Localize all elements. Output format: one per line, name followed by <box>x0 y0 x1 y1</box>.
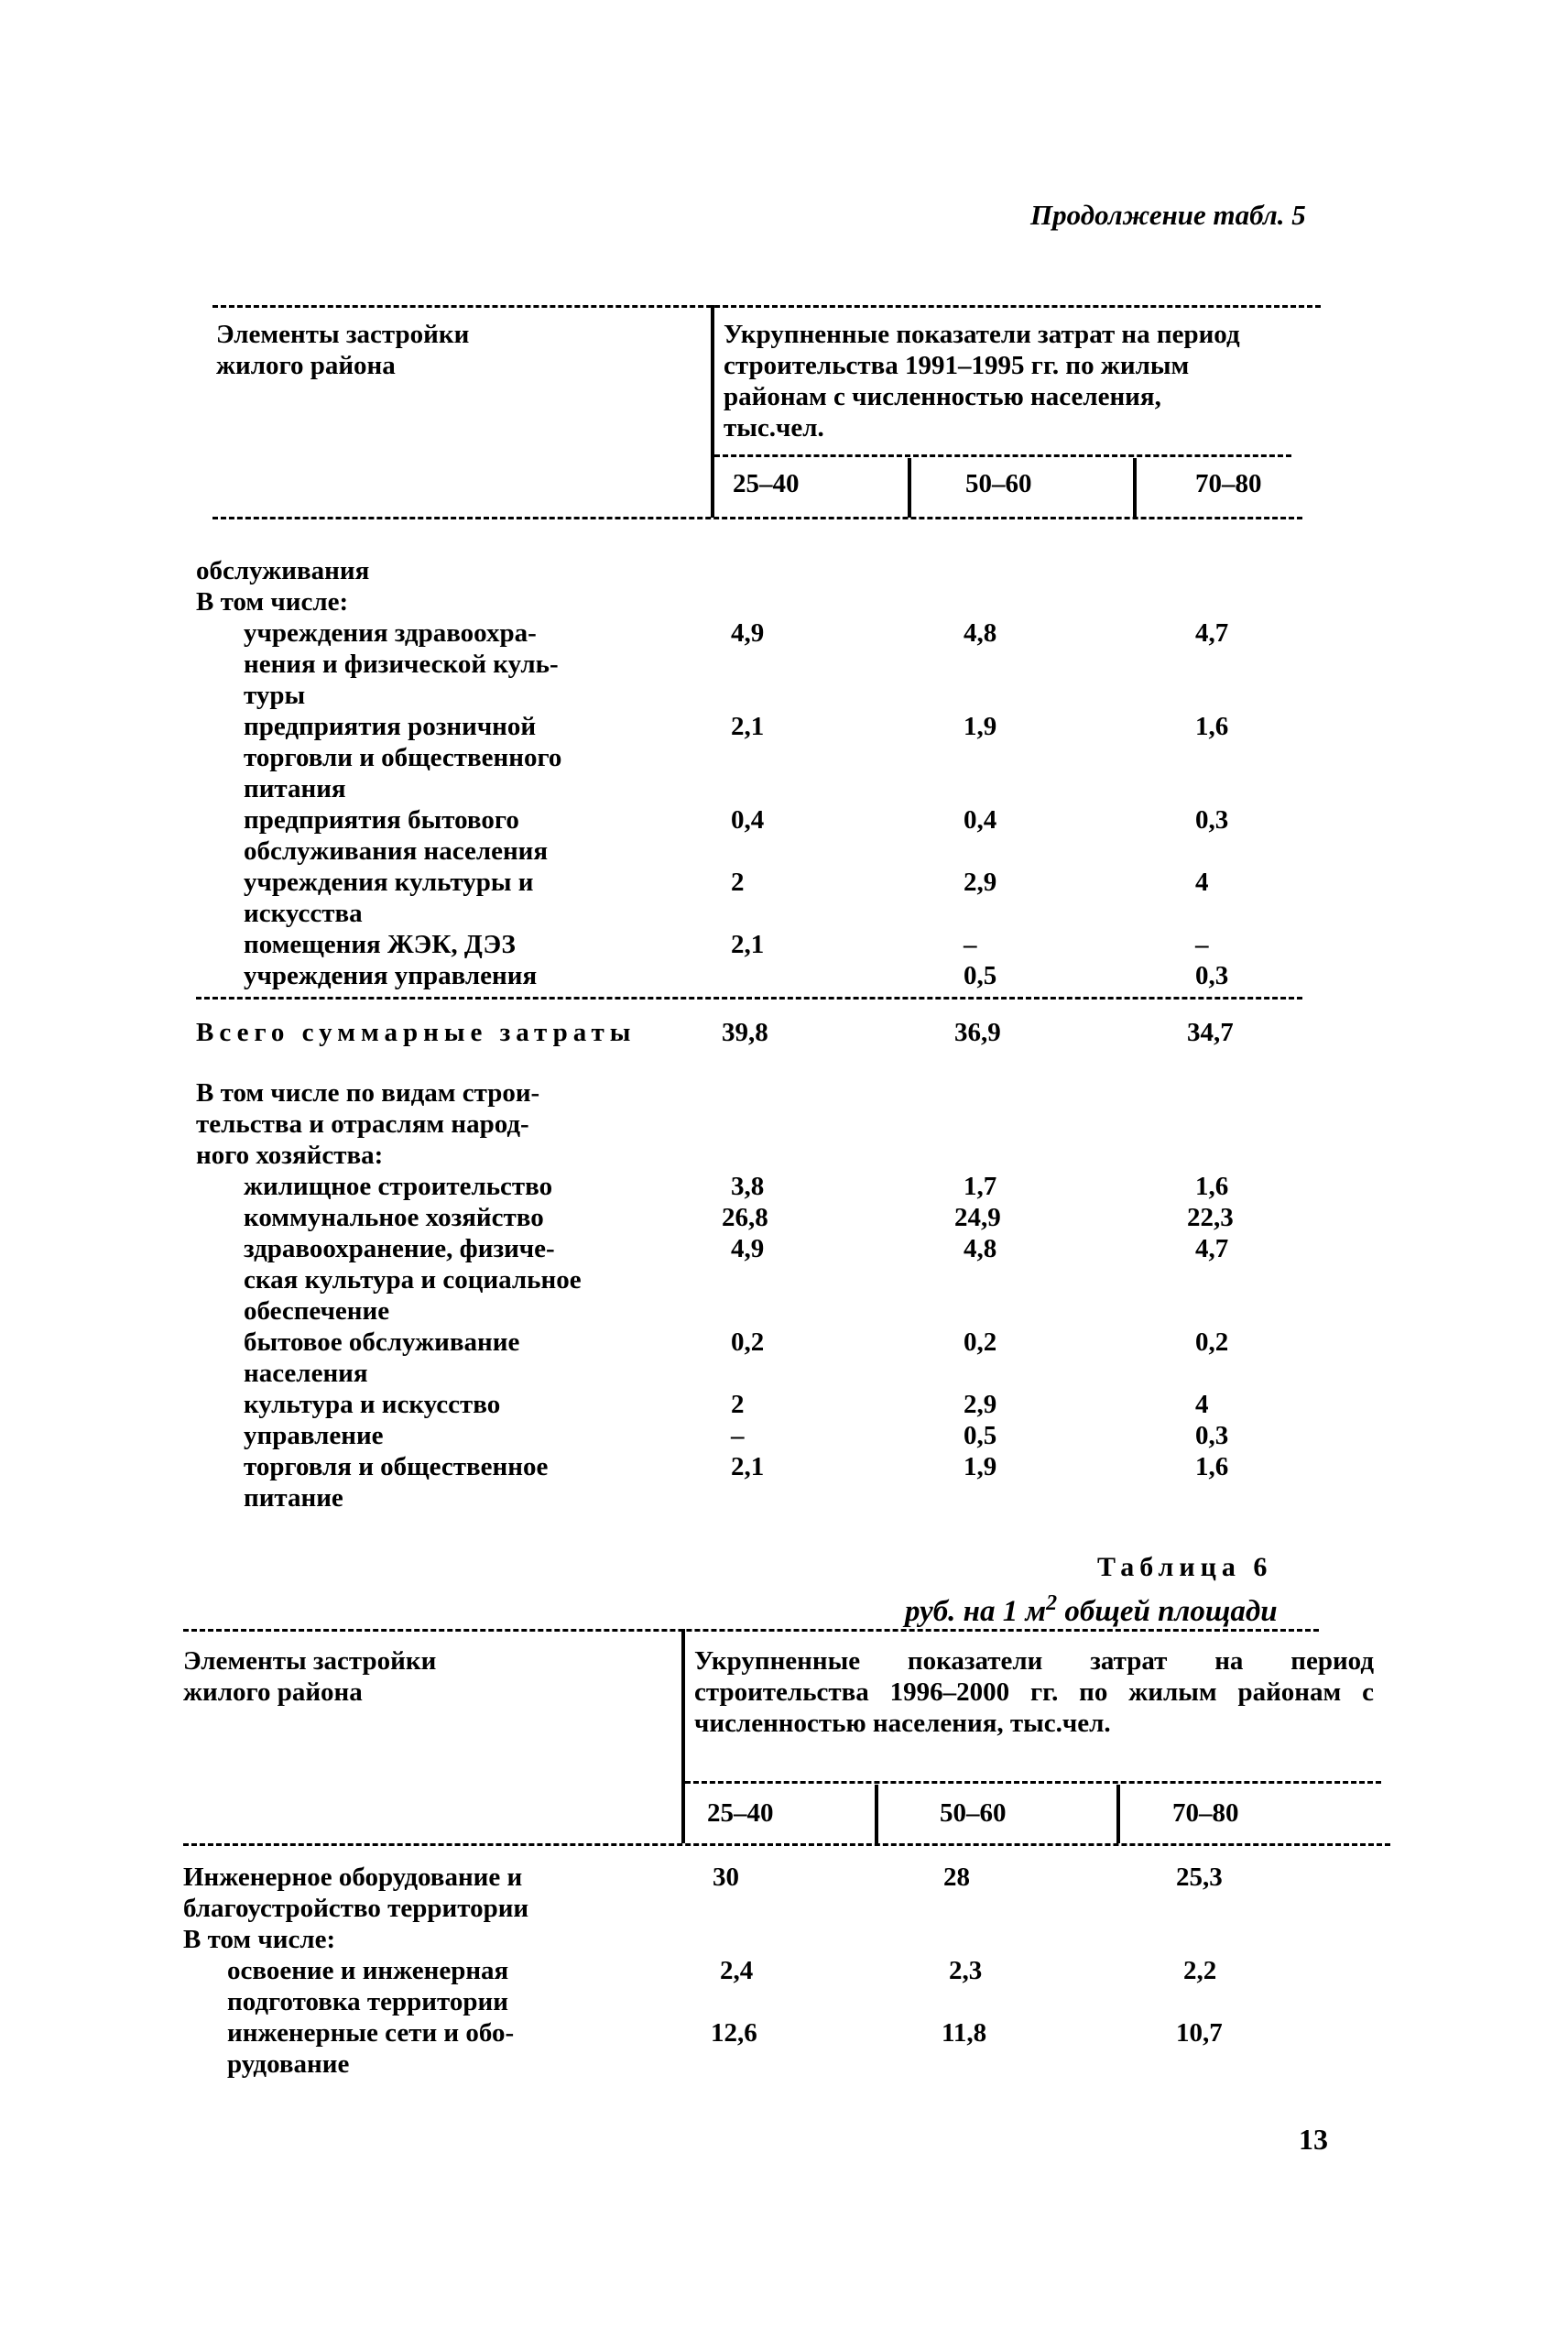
table5-type-value: 4,8 <box>964 1234 997 1263</box>
table5-col-header-left: Элементы застройки жилого района <box>216 320 470 380</box>
table6-header-bottom-rule <box>183 1843 1390 1846</box>
table5-value: 0,3 <box>1195 961 1229 990</box>
table6-subheader-1: 25–40 <box>707 1798 774 1828</box>
table5-type-label: торговля и общественное <box>244 1452 549 1481</box>
table5-total-value: 39,8 <box>722 1018 768 1047</box>
table5-type-label: питание <box>244 1483 343 1513</box>
table5-header-bottom-rule <box>212 517 1302 519</box>
table5-row-label: предприятия бытового <box>244 805 519 835</box>
table6-value: 28 <box>943 1863 970 1892</box>
table5-type-value: – <box>731 1421 745 1450</box>
table5-type-value: 22,3 <box>1187 1203 1234 1232</box>
table5-type-value: 1,9 <box>964 1452 997 1481</box>
table6-value: 2,2 <box>1183 1956 1217 1985</box>
table6-header-divider <box>681 1629 685 1843</box>
table6-subheader-2: 50–60 <box>940 1798 1007 1828</box>
table5-value: 2,9 <box>964 868 997 897</box>
table5-subheader-divider-1 <box>908 458 911 518</box>
table6-subheader-3: 70–80 <box>1172 1798 1239 1828</box>
table5-type-value: 4,9 <box>731 1234 765 1263</box>
table5-type-value: 0,2 <box>731 1327 765 1357</box>
table6-value: 30 <box>713 1863 739 1892</box>
table6-unit-suffix: общей площади <box>1057 1595 1278 1628</box>
continuation-label: Продолжение табл. 5 <box>1030 199 1306 231</box>
table5-by-type-intro: В том числе по видам строи- <box>196 1078 540 1108</box>
table6-value: 2,3 <box>949 1956 983 1985</box>
table5-row-label: В том числе: <box>196 587 349 617</box>
table5-row-label: помещения ЖЭК, ДЭЗ <box>244 930 516 959</box>
table6-unit-prefix: руб. на 1 м <box>905 1595 1047 1628</box>
table6-top-rule <box>183 1629 1319 1632</box>
table5-type-value: 2,9 <box>964 1390 997 1419</box>
table6-value: 10,7 <box>1176 2018 1223 2048</box>
table5-value: 0,5 <box>964 961 997 990</box>
table5-type-label: управление <box>244 1421 384 1450</box>
table5-row-label: туры <box>244 681 306 710</box>
table5-total-rule <box>196 997 1302 1000</box>
table5-type-value: 1,6 <box>1195 1452 1229 1481</box>
table6-value: 12,6 <box>711 2018 757 2048</box>
table5-type-label: обеспечение <box>244 1296 390 1326</box>
table6-col-header-left: Элементы застройки жилого района <box>183 1646 437 1707</box>
table6-subheader-divider-2 <box>1116 1785 1120 1843</box>
table6-unit-sup: 2 <box>1046 1591 1058 1615</box>
table5-subheader-divider-2 <box>1133 458 1137 518</box>
table5-by-type-intro: ного хозяйства: <box>196 1141 384 1170</box>
table5-type-label: культура и искусство <box>244 1390 501 1419</box>
table5-type-label: жилищное строительство <box>244 1172 553 1201</box>
table5-row-label: нения и физической куль- <box>244 650 559 679</box>
table5-value: 4,7 <box>1195 618 1229 648</box>
table5-value: 2,1 <box>731 712 765 741</box>
table5-row-label: обслуживания <box>196 556 370 585</box>
table5-row-label: предприятия розничной <box>244 712 537 741</box>
table5-type-label: бытовое обслуживание <box>244 1327 520 1357</box>
table6-row-label: рудование <box>227 2049 350 2079</box>
table5-type-value: 0,2 <box>1195 1327 1229 1357</box>
table5-top-rule <box>212 305 1321 308</box>
table5-subheader-2: 50–60 <box>965 469 1032 498</box>
table5-total-value: 36,9 <box>954 1018 1001 1047</box>
table5-value: 4,9 <box>731 618 765 648</box>
table5-type-value: 26,8 <box>722 1203 768 1232</box>
table6-row-label: подготовка территории <box>227 1987 508 2016</box>
table5-value: 0,4 <box>964 805 997 835</box>
table6-subheader-divider-1 <box>875 1785 878 1843</box>
table6-row-label: освоение и инженерная <box>227 1956 509 1985</box>
table5-subheader-rule <box>714 454 1291 457</box>
table6-row-label: Инженерное оборудование и <box>183 1863 523 1892</box>
table5-value: 4,8 <box>964 618 997 648</box>
table5-total-value: 34,7 <box>1187 1018 1234 1047</box>
table5-value: 0,3 <box>1195 805 1229 835</box>
table5-row-label: учреждения управления <box>244 961 538 990</box>
table6-row-label: благоустройство территории <box>183 1894 529 1923</box>
table5-type-value: 0,2 <box>964 1327 997 1357</box>
table6-row-label: инженерные сети и обо- <box>227 2018 515 2048</box>
table6-title: Таблица 6 <box>1097 1552 1273 1582</box>
table5-value: – <box>964 930 977 959</box>
page-number: 13 <box>1299 2123 1328 2156</box>
table5-row-label: торговли и общественного <box>244 743 562 772</box>
table5-subheader-1: 25–40 <box>733 469 800 498</box>
table5-type-value: 0,5 <box>964 1421 997 1450</box>
table5-type-value: 24,9 <box>954 1203 1001 1232</box>
table5-value: 1,9 <box>964 712 997 741</box>
table5-type-value: 1,7 <box>964 1172 997 1201</box>
table5-type-value: 0,3 <box>1195 1421 1229 1450</box>
table5-type-label: ская культура и социальное <box>244 1265 582 1295</box>
table6-subheader-rule <box>685 1781 1381 1784</box>
table5-subheader-3: 70–80 <box>1195 469 1262 498</box>
table5-type-value: 2 <box>731 1390 745 1419</box>
table5-value: 2,1 <box>731 930 765 959</box>
table5-value: 4 <box>1195 868 1209 897</box>
table5-type-label: здравоохранение, физиче- <box>244 1234 555 1263</box>
table5-row-label: искусства <box>244 899 363 928</box>
table6-value: 11,8 <box>942 2018 987 2048</box>
table5-total-label: Всего суммарные затраты <box>196 1018 637 1047</box>
table5-type-value: 3,8 <box>731 1172 765 1201</box>
table5-row-label: обслуживания населения <box>244 836 549 866</box>
table5-header-divider <box>711 305 714 518</box>
table5-value: 2 <box>731 868 745 897</box>
table6-row-label: В том числе: <box>183 1925 336 1954</box>
table6-value: 2,4 <box>720 1956 754 1985</box>
table6-value: 25,3 <box>1176 1863 1223 1892</box>
table5-type-label: населения <box>244 1359 368 1388</box>
table6-unit-caption <box>905 1585 1278 1630</box>
table5-value: 0,4 <box>731 805 765 835</box>
table5-type-label: коммунальное хозяйство <box>244 1203 544 1232</box>
table5-row-label: учреждения здравоохра- <box>244 618 537 648</box>
table5-type-value: 2,1 <box>731 1452 765 1481</box>
table5-type-value: 4,7 <box>1195 1234 1229 1263</box>
table5-type-value: 1,6 <box>1195 1172 1229 1201</box>
table5-value: 1,6 <box>1195 712 1229 741</box>
table5-col-header-right: Укрупненные показатели затрат на период строительства 1991–1995 гг. по жилым районам с численностью населения, тыс.чел. <box>724 320 1240 442</box>
table5-row-label: питания <box>244 774 346 803</box>
table5-row-label: учреждения культуры и <box>244 868 534 897</box>
table5-type-value: 4 <box>1195 1390 1209 1419</box>
table5-value: – <box>1195 930 1209 959</box>
table6-col-header-right: Укрупненные показатели затрат на период строительства 1996–2000 гг. по жилым районам с численностью населения, тыс.чел. <box>694 1646 1374 1738</box>
table5-by-type-intro: тельства и отраслям народ- <box>196 1109 529 1139</box>
